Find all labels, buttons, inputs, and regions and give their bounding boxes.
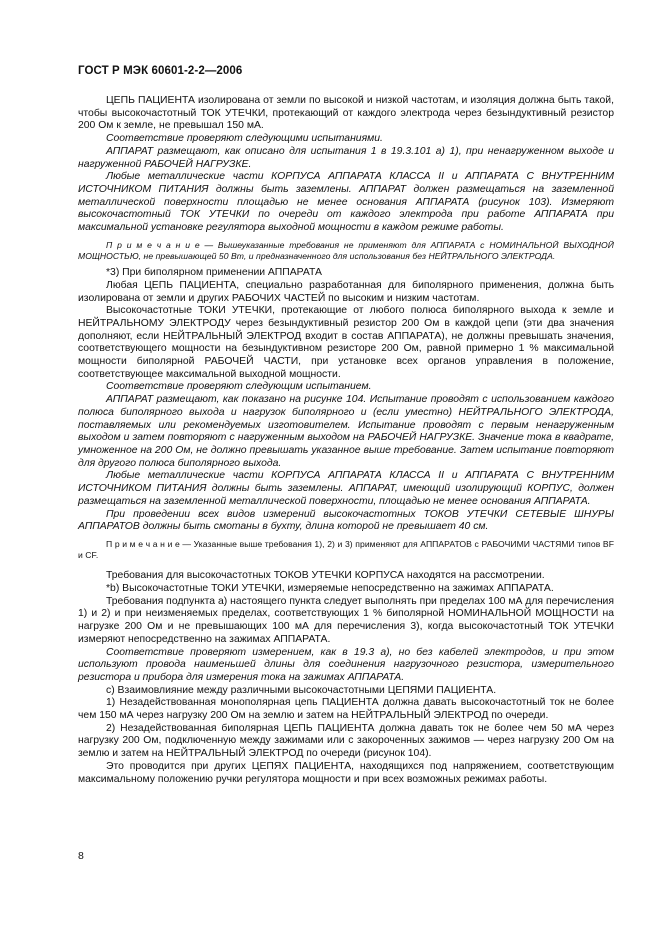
paragraph: Требования подпункта а) настоящего пункта следует выполнять при пределах 100 мА для перечисления 1) и 2) и при неизменяемых пределах, соответствующих 1 % биполярной НОМИНАЛЬНОЙ МОЩНОСТИ на нагрузке 200 Ом и не превышающих 100 мА для перечисления 3), когда высокочастотный ТОК УТЕЧКИ измеряют непосредственно на зажимах АППАРАТА.	[78, 595, 614, 645]
italic-paragraph: Соответствие проверяют измерением, как в 19.3 а), но без кабелей электродов, и при этом используют провода наименьшей длины для соединения нагрузочного резистора, измерительного резистора и прибора для измерения тока на зажимах АППАРАТА.	[78, 646, 614, 683]
italic-paragraph: Любые металлические части КОРПУСА АППАРАТА КЛАССА II и АППАРАТА С ВНУТРЕННИМ ИСТОЧНИКОМ ПИТАНИЯ должны быть заземлены. АППАРАТ должен размещаться на заземленной металлической поверхности площадью не менее основания АППАРАТА (рисунок 103). Измеряют высокочастотный ТОК УТЕЧКИ по очереди от каждого электрода при работе АППАРАТА при максимальной установке регулятора выходной мощности в каждом режиме работы.	[78, 171, 614, 234]
note-paragraph	[78, 240, 614, 262]
italic-paragraph: При проведении всех видов измерений высокочастотных ТОКОВ УТЕЧКИ СЕТЕВЫЕ ШНУРЫ АППАРАТОВ должны быть смотаны в бухту, длина которой не превышает 40 см.	[78, 508, 614, 533]
italic-paragraph: АППАРАТ размещают, как описано для испытания 1 в 19.3.101 а) 1), при ненагруженном выходе и нагруженной РАБОЧЕЙ НАГРУЗКЕ.	[78, 145, 614, 170]
note-label: П р и м е ч а н и е	[106, 239, 200, 250]
paragraph: Требования для высокочастотных ТОКОВ УТЕЧКИ КОРПУСА находятся на рассмотрении.	[106, 570, 545, 582]
paragraph: ЦЕПЬ ПАЦИЕНТА изолирована от земли по высокой и низкой частотам, и изоляция должна быть такой, чтобы высокочастотный ТОК УТЕЧКИ, протекающий от каждого электрода через безындуктивный резистор 200 Ом к земле, не превышал 150 мА.	[78, 95, 614, 132]
paragraph: 1) Незадействованная монополярная цепь ПАЦИЕНТА должна давать высокочастотный ток не более чем 150 мА через нагрузку 200 Ом на землю и затем на НЕЙТРАЛЬНЫЙ ЭЛЕКТРОД по очереди.	[78, 697, 614, 722]
paragraph: с) Взаимовлияние между различными высокочастотными ЦЕПЯМИ ПАЦИЕНТА.	[106, 684, 497, 696]
paragraph: Высокочастотные ТОКИ УТЕЧКИ, протекающие от любого полюса биполярного выхода к земле и НЕЙТРАЛЬНОМУ ЭЛЕКТРОДУ через безындуктивный резистор 200 Ом в каждой цепи (эти два значения дополняют, если НЕЙТРАЛЬНЫЙ ЭЛЕКТРОД входит в состав АППАРАТА), не должны превышать значения, соответствующего мощности на безындуктивном резисторе 200 Ом, равной примерно 1 % максимальной мощности биполярной РАБОЧЕЙ ЧАСТИ, при установке всех органов управления в положение, соответствующее максимальной выходной мощности.	[78, 305, 614, 380]
italic-paragraph: АППАРАТ размещают, как показано на рисунке 104. Испытание проводят с использованием каждого полюса биполярного выхода и нагрузок биполярного и (если уместно) НЕЙТРАЛЬНОГО ЭЛЕКТРОДА, поставляемых или рекомендуемых изготовителем. Испытание проводят с первым ненагруженным выходом и затем повторяют с нагруженным выходом на РАБОЧЕЙ НАГРУЗКЕ. Значение тока в квадрате, умноженное на 200 Ом, не должно превышать указанное выше требование. Затем испытание повторяют для другого полюса биполярного выхода.	[78, 394, 614, 469]
paragraph: *3) При биполярном применении АППАРАТА	[106, 267, 322, 279]
document-header: ГОСТ Р МЭК 60601-2-2—2006	[78, 65, 243, 77]
paragraph: 2) Незадействованная биполярная ЦЕПЬ ПАЦИЕНТА должна давать ток не более чем 50 мА через нагрузку 200 Ом, подключенную между зажимами или с закороченных зажимов — через нагрузку 200 Ом на землю и затем на НЕЙТРАЛЬНЫЙ ЭЛЕКТРОД по очереди (рисунок 104).	[78, 722, 614, 760]
italic-paragraph: Соответствие проверяют следующими испытаниями.	[106, 133, 383, 145]
page-number: 8	[78, 850, 84, 862]
paragraph: *b) Высокочастотные ТОКИ УТЕЧКИ, измеряемые непосредственно на зажимах АППАРАТА.	[106, 583, 554, 595]
note-text: — Вышеуказанные требования не применяют для АППАРАТА с НОМИНАЛЬНОЙ ВЫХОДНОЙ МОЩНОСТЬЮ, не превышающей 50 Вт, и предназначенного для использования без НЕЙТРАЛЬНОГО ЭЛЕКТРОДА.	[78, 239, 614, 261]
paragraph: Любая ЦЕПЬ ПАЦИЕНТА, специально разработанная для биполярного применения, должна быть изолирована от земли и других РАБОЧИХ ЧАСТЕЙ по высоким и низким частотам.	[78, 279, 614, 304]
italic-paragraph: Любые металлические части КОРПУСА АППАРАТА КЛАССА II и АППАРАТА С ВНУТРЕННИМ ИСТОЧНИКОМ ПИТАНИЯ должны быть заземлены. АППАРАТ, имеющий изолирующий КОРПУС, должен размещаться на заземленной металлической поверхности, площадью не менее основания АППАРАТА.	[78, 470, 614, 507]
paragraph: Это проводится при других ЦЕПЯХ ПАЦИЕНТА, находящихся под напряжением, соответствующим максимальному положению ручки регулятора мощности и при всех возможных режимах работы.	[78, 760, 614, 785]
document-body	[78, 95, 614, 786]
note-label: П р и м е ч а н и е	[106, 538, 180, 549]
note-text: — Указанные выше требования 1), 2) и 3) применяют для АППАРАТОВ с РАБОЧИМИ ЧАСТЯМИ типов BF и CF.	[78, 538, 615, 561]
italic-paragraph: Соответствие проверяют следующим испытанием.	[106, 381, 372, 393]
note-paragraph	[78, 539, 614, 561]
